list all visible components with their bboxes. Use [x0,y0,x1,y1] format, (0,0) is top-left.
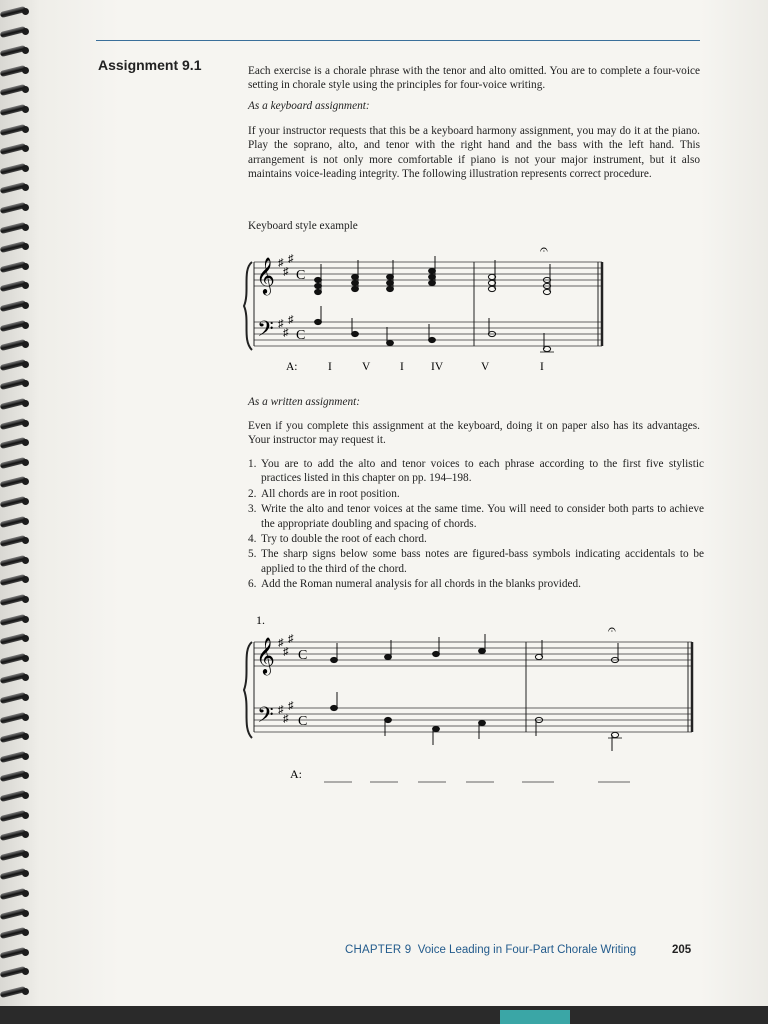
footer-title: Voice Leading in Four-Part Chorale Writing [417,944,637,956]
spiral-coil [0,339,30,351]
spiral-coil [0,300,30,312]
svg-text:♯: ♯ [278,637,284,649]
spiral-coil [0,241,30,253]
spiral-coil [0,790,30,802]
spiral-coil [0,731,30,743]
step-item [248,457,704,486]
spiral-coil [0,829,30,841]
spiral-coil [0,457,30,469]
spiral-coil [0,555,30,567]
svg-text:V: V [362,361,371,373]
spiral-coil [0,849,30,861]
svg-text:♯: ♯ [288,253,294,265]
bass-notes [331,692,622,751]
exercise-number: 1. [256,613,265,627]
step-item [248,532,704,546]
step-text: All chords are in root position. [261,487,400,500]
spiral-coil [0,222,30,234]
written-subheading: As a written assignment: [248,396,361,408]
svg-text:V: V [481,361,490,373]
spiral-coil [0,359,30,371]
step-number: 1. [248,458,257,470]
bass-clef-icon: 𝄢 [257,317,274,346]
spiral-coil [0,26,30,38]
spiral-coil [0,614,30,626]
svg-text:♯: ♯ [278,257,284,269]
staff-brace [244,262,252,350]
step-item [248,547,704,576]
step-text: You are to add the alto and tenor voices to each phrase according to the first five stylistic practices listed in this chapter on pp. 194–198. [261,458,704,485]
time-signature-treble: C [298,648,308,663]
page-number: 205 [672,944,692,956]
spiral-coil [0,770,30,782]
spiral-coil [0,202,30,214]
spiral-coil [0,633,30,645]
svg-text:I: I [328,361,332,373]
svg-text:♯: ♯ [283,266,289,278]
spiral-coil [0,6,30,18]
intro-paragraph: Each exercise is a chorale phrase with the tenor and alto omitted. You are to complete a four-voice setting in chorale style using the principles for four-voice writing. [248,65,700,92]
time-signature-bass: C [296,328,306,343]
example-label: Keyboard style example [248,220,358,232]
bass-notes [315,306,554,352]
page-tab [500,1010,570,1024]
svg-text:I: I [400,361,404,373]
treble-staff [254,642,692,666]
svg-text:A:: A: [286,361,298,373]
spiral-coil [0,182,30,194]
svg-text:♯: ♯ [288,700,294,712]
spiral-coil [0,574,30,586]
time-signature-treble: C [296,268,306,283]
spiral-coil [0,927,30,939]
spiral-coil [0,692,30,704]
spiral-coil [0,378,30,390]
spiral-coil [0,437,30,449]
spiral-coil [0,261,30,273]
spiral-coil [0,163,30,175]
keyboard-subheading: As a keyboard assignment: [248,100,370,112]
spiral-coil [0,947,30,959]
spiral-coil [0,320,30,332]
treble-clef-icon: 𝄞 [256,637,275,673]
step-number: 3. [248,503,257,516]
staff-brace [244,642,252,738]
step-text: The sharp signs below some bass notes are figured-bass symbols indicating accidentals to be applied to the third of the chord. [261,548,704,575]
step-number: 2. [248,487,257,500]
spiral-coil [0,398,30,410]
step-item [248,502,704,531]
time-signature-bass: C [298,714,308,729]
spiral-coil [0,594,30,606]
spiral-coil [0,124,30,136]
spiral-coil [0,418,30,430]
step-item [248,577,704,591]
svg-text:♯: ♯ [288,314,294,326]
spiral-coil [0,143,30,155]
spiral-coil [0,966,30,978]
svg-text:♯: ♯ [278,318,284,330]
key-signature-bass [278,700,294,725]
svg-text:IV: IV [431,361,444,373]
page-bottom-edge [0,1006,768,1024]
spiral-coil [0,810,30,822]
spiral-coil [0,535,30,547]
svg-text:♯: ♯ [283,646,289,658]
svg-text:♯: ♯ [283,327,289,339]
spiral-coil [0,653,30,665]
spiral-coil [0,280,30,292]
spiral-coil [0,45,30,57]
spiral-coil [0,712,30,724]
spiral-coil [0,672,30,684]
spiral-coil [0,84,30,96]
spiral-coil [0,868,30,880]
bass-staff [254,322,602,346]
step-number: 5. [248,548,257,561]
spiral-coil [0,751,30,763]
example-analysis [286,361,544,373]
spiral-coil [0,496,30,508]
spiral-coil [0,65,30,77]
step-number: 6. [248,578,257,591]
exercise-key: A: [290,767,302,781]
svg-text:♯: ♯ [283,713,289,725]
written-paragraph: Even if you complete this assignment at the keyboard, doing it on paper also has its advantages. Your instructor may request it. [248,420,700,447]
steps-list [248,457,704,593]
step-text: Try to double the root of each chord. [261,533,427,546]
step-text: Add the Roman numeral analysis for all chords in the blanks provided. [261,578,582,591]
step-number: 4. [248,533,257,546]
spiral-coil [0,476,30,488]
svg-text:♯: ♯ [278,704,284,716]
spiral-coil [0,516,30,528]
svg-text:I: I [540,361,544,373]
bass-clef-icon: 𝄢 [257,703,274,732]
keyboard-paragraph: If your instructor requests that this be a keyboard harmony assignment, you may do it at the piano. Play the soprano, alto, and tenor with the right hand and the bass with the left hand. This arrangement is not only more comfortable if piano is not your major instrument, but it also maintains voice-leading integrity. The following illustration represents correct procedure. [248,125,700,181]
spiral-coil [0,104,30,116]
spiral-coil [0,888,30,900]
key-signature-bass [278,314,294,339]
page-footer [345,944,692,956]
header-rule [96,40,700,41]
spiral-coil [0,908,30,920]
keyboard-example-score [240,240,610,380]
footer-chapter: CHAPTER 9 [345,944,412,956]
svg-text:♯: ♯ [288,633,294,645]
step-item [248,487,704,501]
treble-clef-icon: 𝄞 [256,257,275,293]
exercise-1-score [240,612,700,792]
assignment-heading: Assignment 9.1 [98,57,202,73]
step-text: Write the alto and tenor voices at the same time. You will need to consider both parts to achieve the appropriate doubling and spacing of chords. [261,503,704,530]
bass-staff [254,708,692,732]
spiral-coil [0,986,30,998]
spiral-binding [0,0,34,1024]
fermata-icon: 𝄐 [608,623,616,638]
fermata-icon: 𝄐 [540,243,548,258]
